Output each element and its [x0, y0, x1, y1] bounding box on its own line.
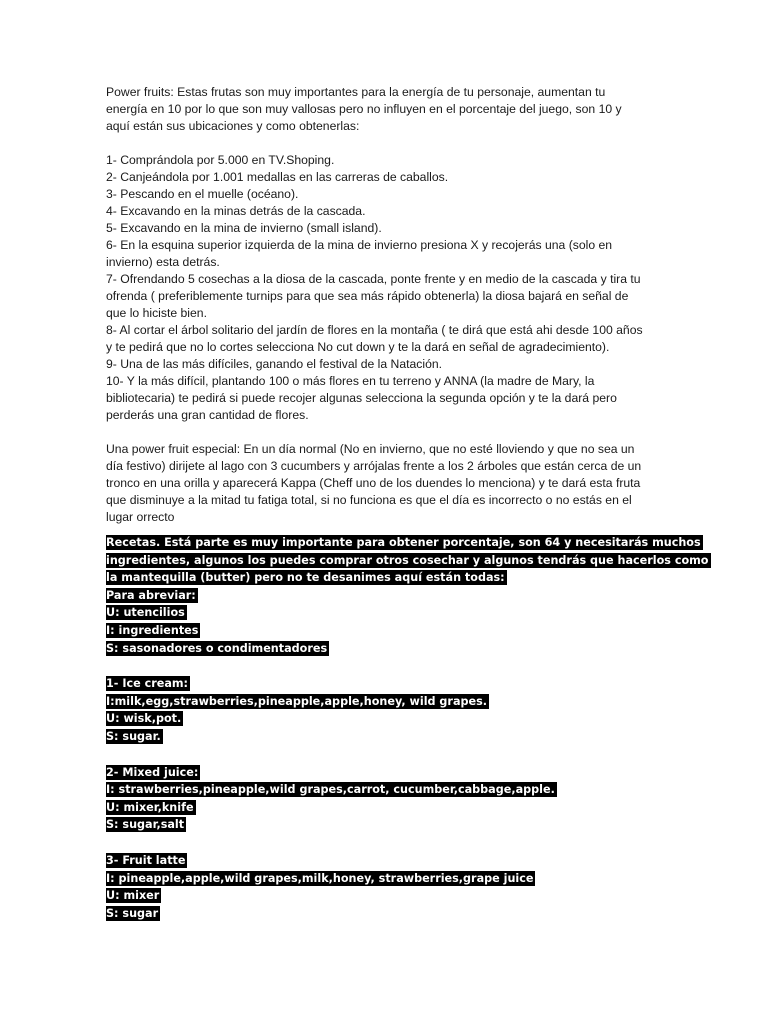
recipe-fruit-latte — [106, 853, 662, 921]
list-item: 5- Excavando en la mina de invierno (small island). — [106, 221, 382, 235]
list-item: 3- Pescando en el muelle (océano). — [106, 187, 299, 201]
text-line: Una power fruit especial: En un día normal (No en invierno, que no esté lloviendo y que no sea un — [106, 442, 635, 456]
document-page — [106, 84, 709, 923]
text-line: tronco en una orilla y aparecerá Kappa (Cheff uno de los duendes lo menciona) y te dará esta fruta — [106, 476, 641, 490]
recipe-ingredients: I: pineapple,apple,wild grapes,milk,honey, strawberries,grape juice — [106, 871, 534, 885]
list-item: 1- Comprándola por 5.000 en TV.Shoping. — [106, 153, 335, 167]
text-line: que disminuye a la mitad tu fatiga total, si no funciona es que el día es incorrecto o no estás en el — [106, 493, 632, 507]
highlighted-line: Recetas. Está parte es muy importante para obtener porcentaje, son 64 y necesitarás muchos — [106, 536, 701, 549]
highlighted-line: ingredientes, algunos los puedes comprar otros cosechar y algunos tendrás que hacerlos como — [106, 553, 709, 567]
intro-paragraph — [106, 84, 662, 135]
list-item: y te pedirá que no lo cortes selecciona No cut down y te la dará en señal de agradecimiento). — [106, 340, 610, 354]
recipe-utensils: U: mixer,knife — [106, 800, 194, 814]
recipe-utensils: U: mixer — [106, 889, 160, 903]
text-line: aquí están sus ubicaciones y como obtenerlas: — [106, 119, 360, 133]
list-item: bibliotecaria) te pedirá si puede recojer algunas selecciona la segunda opción y te la dará pero — [106, 391, 617, 405]
highlighted-line: S: sasonadores o condimentadores — [106, 641, 328, 655]
recipe-seasonings: S: sugar — [106, 906, 159, 920]
recipe-title: 3- Fruit latte — [106, 853, 186, 867]
highlighted-line: la mantequilla (butter) pero no te desanimes aquí están todas: — [106, 571, 505, 585]
text-line: Power fruits: Estas frutas son muy importantes para la energía de tu personaje, aumentan tu — [106, 85, 606, 99]
list-item: 8- Al cortar el árbol solitario del jardín de flores en la montaña ( te dirá que está ahi desde 100 años — [106, 323, 643, 337]
list-item: 4- Excavando en la minas detrás de la cascada. — [106, 204, 366, 218]
recipe-utensils: U: wisk,pot. — [106, 712, 182, 726]
recipe-ingredients: I:milk,egg,strawberries,pineapple,apple,honey, wild grapes. — [106, 694, 488, 708]
recipe-ice-cream — [106, 676, 662, 744]
recipe-ingredients: I: strawberries,pineapple,wild grapes,carrot, cucumber,cabbage,apple. — [106, 783, 555, 797]
highlighted-line: I: ingredientes — [106, 623, 199, 637]
highlighted-line: Para abreviar: — [106, 588, 196, 602]
list-item: invierno) esta detrás. — [106, 255, 220, 269]
text-line: energía en 10 por lo que son muy vallosas pero no influyen en el porcentaje del juego, son 10 y — [106, 102, 622, 116]
highlighted-line: U: utencilios — [106, 606, 185, 620]
special-power-fruit-paragraph — [106, 441, 662, 526]
list-item: 6- En la esquina superior izquierda de la mina de invierno presiona X y recojerás una (solo en — [106, 238, 613, 252]
recipe-seasonings: S: sugar,salt — [106, 818, 185, 832]
text-line: día festivo) dirijete al lago con 3 cucumbers y arrójalas frente a los 2 árboles que están cerca de un — [106, 459, 642, 473]
recipes-intro-block — [106, 535, 709, 656]
list-item: 2- Canjeándola por 1.001 medallas en las carreras de caballos. — [106, 170, 449, 184]
list-item: 10- Y la más difícil, plantando 100 o más flores en tu terreno y ANNA (la madre de Mary, la — [106, 374, 595, 388]
power-fruit-locations-list — [106, 152, 662, 424]
recipe-title: 2- Mixed juice: — [106, 765, 199, 779]
list-item: perderás una gran cantidad de flores. — [106, 408, 309, 422]
list-item: 9- Una de las más difíciles, ganando el festival de la Natación. — [106, 357, 443, 371]
list-item: que lo hiciste bien. — [106, 306, 207, 320]
list-item: 7- Ofrendando 5 cosechas a la diosa de la cascada, ponte frente y en medio de la cascada y tira tu — [106, 272, 641, 286]
text-line: lugar orrecto — [106, 510, 175, 524]
recipe-mixed-juice — [106, 765, 662, 833]
recipe-title: 1- Ice cream: — [106, 677, 189, 691]
recipe-seasonings: S: sugar. — [106, 729, 161, 743]
list-item: ofrenda ( preferiblemente turnips para que sea más rápido obtenerla) la diosa bajará en señal de — [106, 289, 629, 303]
